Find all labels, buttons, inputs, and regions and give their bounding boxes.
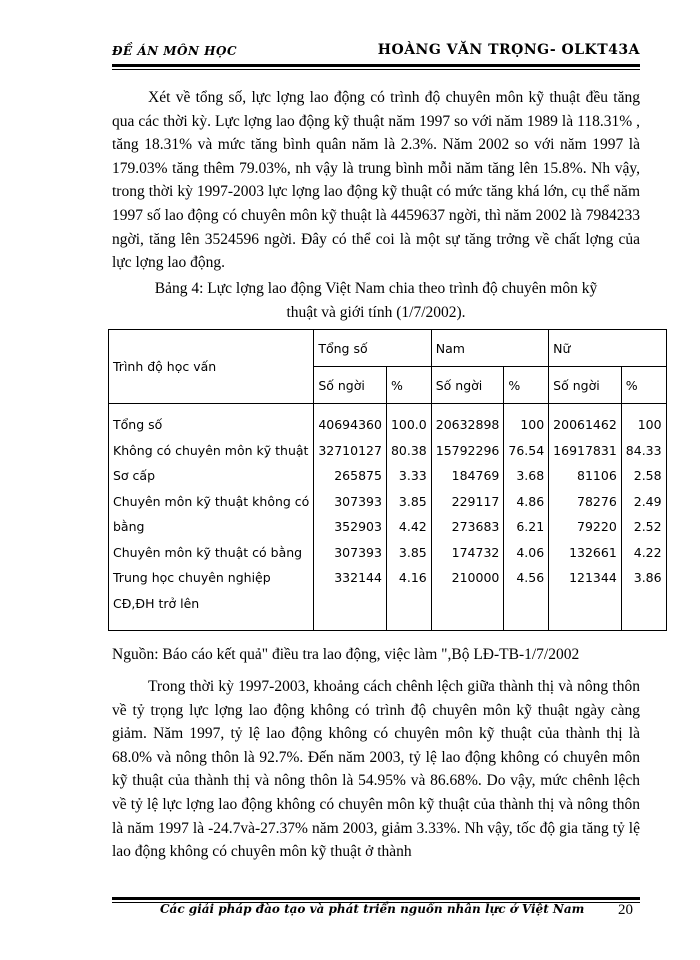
table-cell: 32710127 (318, 442, 382, 458)
table-cell: 307393 (334, 544, 382, 560)
table-cell: 20061462 (553, 417, 617, 432)
labor-table (108, 329, 667, 631)
row-label: Trung học chuyên nghiệp (113, 570, 271, 585)
table-cell: 84.33 (625, 442, 662, 458)
row-labels-cell (109, 404, 314, 631)
table-cell: 210000 (451, 570, 500, 585)
table-cell: 4.56 (516, 570, 545, 585)
table-caption-line2: thuật và giới tính (1/7/2002). (286, 304, 466, 321)
table-cell: 100.0 (390, 417, 427, 432)
table-cell: 132661 (569, 544, 617, 560)
table-cell: 265875 (334, 468, 382, 483)
total-pct-column (386, 404, 431, 631)
table-cell: 6.21 (516, 519, 545, 534)
subheader-count: Số ngời (431, 367, 504, 404)
table-source: Nguồn: Báo cáo kết quả" điều tra lao động, việc làm ",Bộ LĐ-TB-1/7/2002 (112, 646, 580, 663)
row-label: CĐ,ĐH trở lên (113, 595, 200, 611)
table-cell: 332144 (334, 570, 382, 585)
table-cell: 40694360 (318, 417, 382, 432)
row-label: Không có chuyên môn kỹ thuật (113, 442, 309, 458)
group-header-total: Tổng số (314, 330, 431, 367)
table-caption-line1: Bảng 4: Lực lợng lao động Việt Nam chia theo trình độ chuyên môn kỹ (154, 280, 598, 297)
row-label: Sơ cấp (113, 468, 156, 483)
header-course-title: ĐỀ ÁN MÔN HỌC (112, 44, 237, 58)
group-header-male: Nam (431, 330, 548, 367)
table-cell: 3.68 (516, 468, 545, 483)
table-cell: 20632898 (435, 417, 500, 432)
table-cell: 307393 (334, 493, 382, 509)
table-caption (112, 277, 640, 325)
total-count-column (314, 404, 387, 631)
table-cell: 16917831 (553, 442, 617, 458)
page-number: 20 (618, 902, 633, 918)
subheader-count: Số ngời (314, 367, 387, 404)
subheader-pct: % (386, 367, 431, 404)
page-header (112, 42, 640, 64)
subheader-pct: % (621, 367, 666, 404)
group-header-female: Nữ (549, 330, 666, 367)
table-cell: 79220 (577, 519, 617, 534)
header-rule (112, 64, 640, 67)
footer-rule (112, 897, 640, 900)
table-cell: 121344 (569, 570, 617, 585)
table-cell: 4.06 (516, 544, 545, 560)
row-label: bằng (113, 519, 145, 534)
table-cell: 174732 (451, 544, 500, 560)
row-label: Tổng số (113, 417, 163, 432)
table-cell: 3.85 (398, 544, 427, 560)
table-cell: 80.38 (390, 442, 427, 458)
table-cell: 229117 (451, 493, 500, 509)
female-pct-column (621, 404, 666, 631)
paragraph-labor-growth: Xét về tổng số, lực lợng lao động có trình độ chuyên môn kỹ thuật đều tăng qua các thời kỳ. Lực lợng lao động kỹ thuật năm 1997 so với năm 1989 là 118.31% , tăng 18.31% và mức tăng bình quân năm là 2.3%. Năm 2002 so với năm 1997 là 179.03% tăng thêm 79.03%, nh vậy là trung bình mỗi năm tăng lên 15.8%. Nh vậy, trong thời kỳ 1997-2003 lực lợng lao động kỹ thuật có mức tăng khá lớn, cụ thể năm 1997 số lao động có chuyên môn kỹ thuật là 4459637 ngời, thì năm 2002 là 7984233 ngời, tăng lên 3524596 ngời. Đây có thể coi là một sự tăng trởng về chất lợng của lực lợng lao động. (112, 89, 640, 272)
table-cell: 100 (520, 417, 545, 432)
row-header-cell (109, 330, 314, 404)
table-cell: 352903 (334, 519, 382, 534)
row-label: Chuyên môn kỹ thuật có bằng (113, 544, 303, 560)
row-header-label: Trình độ học vấn (113, 359, 217, 374)
female-count-column (549, 404, 622, 631)
header-author: HOÀNG VĂN TRỌNG- OLKT43A (377, 42, 640, 58)
table-cell: 76.54 (508, 442, 545, 458)
table-cell: 2.58 (633, 468, 662, 483)
table-cell: 81106 (577, 468, 617, 483)
table-cell: 15792296 (435, 442, 500, 458)
table-cell: 4.42 (398, 519, 427, 534)
table-cell: 4.16 (398, 570, 427, 585)
footer-title: Các giải pháp đào tạo và phát triển nguồn nhân lực ở Việt Nam (160, 902, 585, 916)
table-cell: 4.22 (633, 544, 662, 560)
table-cell: 2.49 (633, 493, 662, 509)
paragraph-urban-rural: Trong thời kỳ 1997-2003, khoảng cách chênh lệch giữa thành thị và nông thôn về tỷ trọng lực lợng lao động không có trình độ chuyên môn kỹ thuật ngày càng giảm. Năm 1997, tỷ lệ lao động không có chuyên môn kỹ thuật của thành thị là 68.0% và nông thôn là 92.7%. Đến năm 2003, tỷ lệ lao động không có chuyên môn kỹ thuật của thành thị và nông thôn là 54.95% và 86.68%. Do vậy, mức chênh lệch về tỷ lệ lực lợng lao động không có chuyên môn kỹ thuật của thành thị và nông thôn là năm 1997 là -24.7và-27.37% năm 2003, giảm 3.33%. Nh vậy, tốc độ gia tăng tỷ lệ lao động không có chuyên môn kỹ thuật ở thành (112, 678, 640, 861)
table-cell: 184769 (451, 468, 500, 483)
row-label: Chuyên môn kỹ thuật không có (113, 493, 310, 509)
header-rule-thin (112, 69, 640, 70)
table-cell: 3.86 (633, 570, 662, 585)
table-cell: 3.85 (398, 493, 427, 509)
table-cell: 100 (637, 417, 662, 432)
table-cell: 3.33 (398, 468, 427, 483)
table-cell: 273683 (451, 519, 500, 534)
subheader-pct: % (504, 367, 549, 404)
table-cell: 2.52 (633, 519, 662, 534)
male-pct-column (504, 404, 549, 631)
male-count-column (431, 404, 504, 631)
table-cell: 78276 (577, 493, 617, 509)
table-cell: 4.86 (516, 493, 545, 509)
subheader-count: Số ngời (549, 367, 622, 404)
